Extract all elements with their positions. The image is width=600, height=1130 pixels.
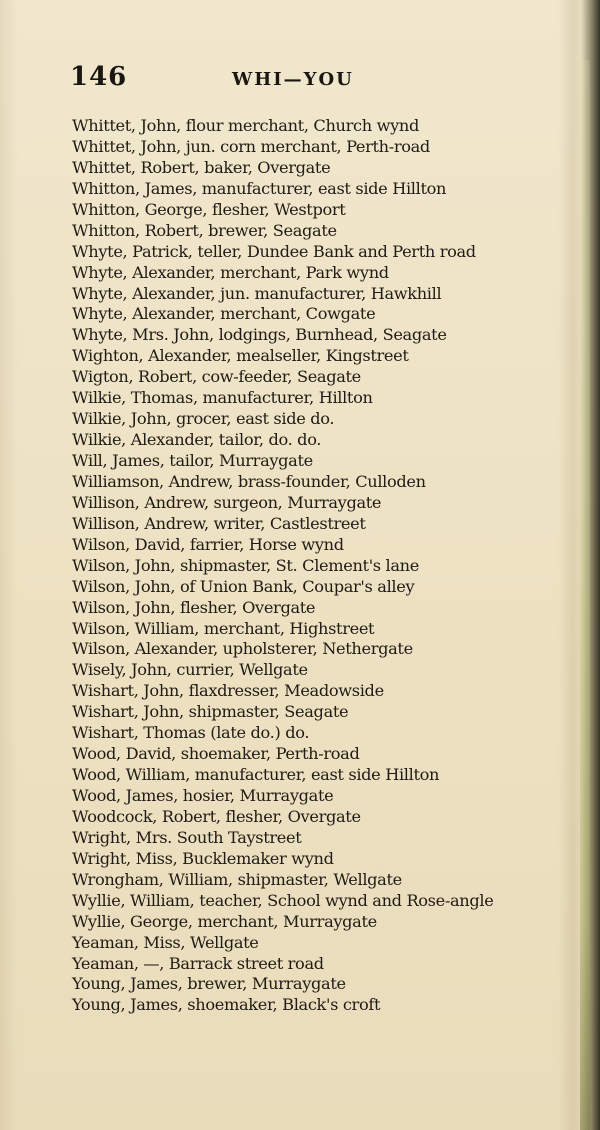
page-number: 146 bbox=[70, 62, 128, 92]
directory-entry: Whyte, Alexander, merchant, Park wynd bbox=[72, 262, 389, 282]
directory-entry: Woodcock, Robert, flesher, Overgate bbox=[72, 806, 361, 826]
directory-entry: Wilkie, Alexander, tailor, do. do. bbox=[72, 430, 322, 450]
directory-entry: Wyllie, William, teacher, School wynd and Rose-angle bbox=[72, 890, 494, 910]
directory-entry: Whitton, George, flesher, Westport bbox=[72, 199, 346, 219]
directory-entry: Wishart, John, shipmaster, Seagate bbox=[72, 702, 349, 722]
directory-entry: Wood, David, shoemaker, Perth-road bbox=[72, 744, 360, 764]
directory-entry: Whittet, Robert, baker, Overgate bbox=[72, 157, 331, 177]
directory-entry: Whyte, Alexander, merchant, Cowgate bbox=[72, 304, 376, 324]
directory-entry: Wright, Mrs. South Taystreet bbox=[72, 827, 302, 847]
directory-entry: Wilson, Alexander, upholsterer, Nethergate bbox=[72, 639, 413, 659]
directory-entry: Young, James, brewer, Murraygate bbox=[72, 974, 346, 994]
directory-entry: Wisely, John, currier, Wellgate bbox=[72, 660, 308, 680]
directory-entry: Whittet, John, flour merchant, Church wynd bbox=[72, 116, 419, 135]
page-edge-band bbox=[580, 60, 590, 1130]
directory-entry: Whitton, James, manufacturer, east side Hillton bbox=[72, 178, 447, 198]
directory-entry: Willison, Andrew, writer, Castlestreet bbox=[72, 513, 366, 533]
directory-entry: Whyte, Alexander, jun. manufacturer, Hawkhill bbox=[72, 283, 442, 303]
directory-entry: Young, James, shoemaker, Black's croft bbox=[72, 995, 381, 1015]
directory-entry: Wighton, Alexander, mealseller, Kingstreet bbox=[72, 346, 409, 366]
directory-entry: Wilkie, Thomas, manufacturer, Hillton bbox=[72, 388, 373, 408]
directory-entry: Wilkie, John, grocer, east side do. bbox=[72, 409, 335, 429]
directory-entry: Whittet, John, jun. corn merchant, Perth-road bbox=[72, 136, 430, 156]
directory-entry: Yeaman, Miss, Wellgate bbox=[72, 932, 259, 952]
page-header bbox=[70, 62, 490, 96]
directory-entry: Wishart, John, flaxdresser, Meadowside bbox=[72, 681, 384, 701]
directory-entry: Wilson, David, farrier, Horse wynd bbox=[72, 534, 344, 554]
directory-entry: Williamson, Andrew, brass-founder, Culloden bbox=[72, 471, 426, 491]
directory-entry: Willison, Andrew, surgeon, Murraygate bbox=[72, 492, 382, 512]
directory-entry: Wilson, John, flesher, Overgate bbox=[72, 597, 316, 617]
directory-entry: Wilson, William, merchant, Highstreet bbox=[72, 618, 375, 638]
directory-list bbox=[72, 116, 572, 1016]
directory-entry: Yeaman, —, Barrack street road bbox=[72, 953, 324, 973]
directory-entry: Whyte, Mrs. John, lodgings, Burnhead, Seagate bbox=[72, 325, 447, 345]
directory-entry: Wyllie, George, merchant, Murraygate bbox=[72, 911, 377, 931]
directory-entry: Whyte, Patrick, teller, Dundee Bank and Perth road bbox=[72, 241, 476, 261]
directory-entry: Wrongham, William, shipmaster, Wellgate bbox=[72, 869, 402, 889]
directory-entry: Wright, Miss, Bucklemaker wynd bbox=[72, 848, 334, 868]
directory-entry: Wigton, Robert, cow-feeder, Seagate bbox=[72, 367, 361, 387]
directory-entry: Will, James, tailor, Murraygate bbox=[72, 451, 313, 470]
directory-entry: Wishart, Thomas (late do.) do. bbox=[72, 723, 310, 743]
directory-entry: Wood, James, hosier, Murraygate bbox=[72, 786, 334, 805]
directory-entry: Wilson, John, of Union Bank, Coupar's alley bbox=[72, 576, 415, 596]
directory-entry: Whitton, Robert, brewer, Seagate bbox=[72, 220, 337, 240]
directory-entry: Wilson, John, shipmaster, St. Clement's lane bbox=[72, 555, 419, 575]
running-head: WHI—YOU bbox=[232, 69, 354, 90]
directory-entry: Wood, William, manufacturer, east side Hillton bbox=[72, 765, 440, 785]
